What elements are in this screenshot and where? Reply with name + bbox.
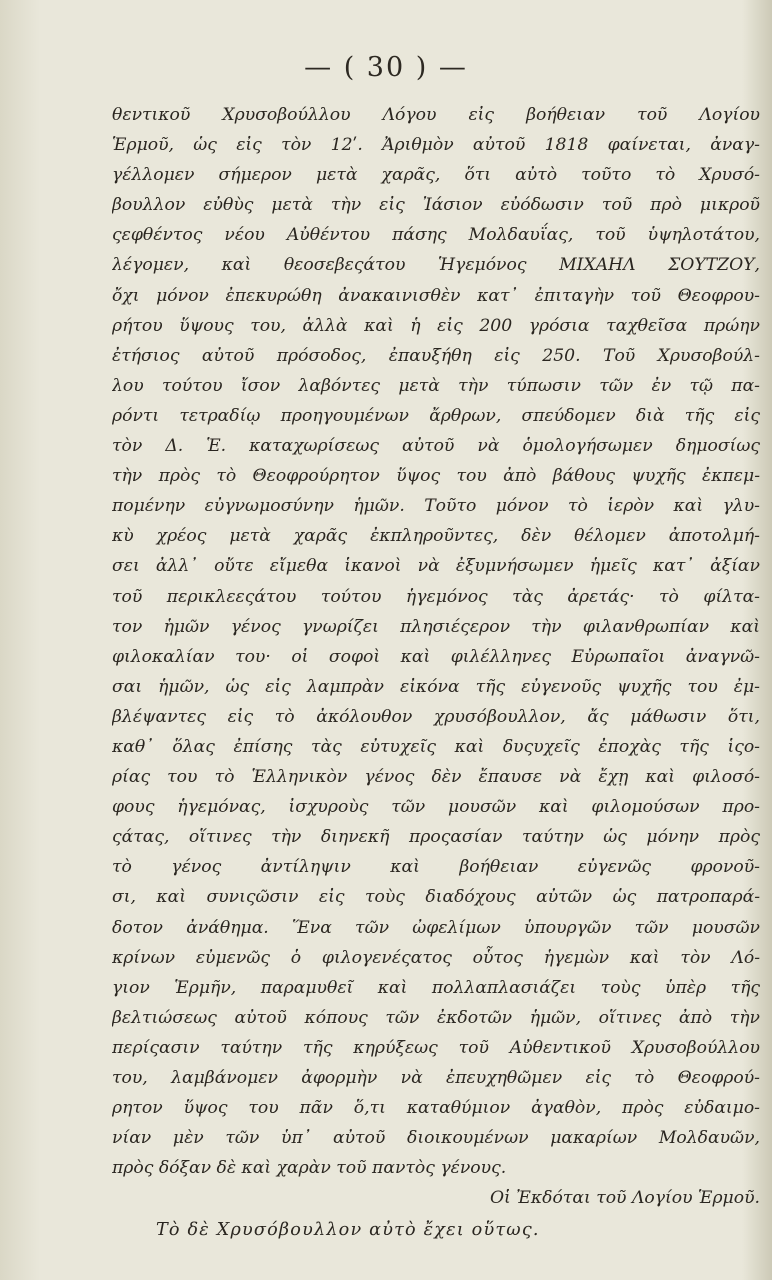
- text-line: ἐτήσιος αὐτοῦ πρόσοδος, ἐπαυξήθη εἰς 250. Τοῦ Χρυσοβούλ-: [112, 345, 760, 366]
- text-line: βουλλον εὐθὺς μετὰ τὴν εἰς Ἰάσιον εὐόδωσιν τοῦ πρὸ μικροῦ: [112, 195, 760, 216]
- text-line: περίςασιν ταύτην τῆς κηρύξεως τοῦ Αὐθεντικοῦ Χρυσοβούλλου: [112, 1037, 760, 1058]
- text-line: πρὸς δόξαν δὲ καὶ χαρὰν τοῦ παντὸς γένους.: [112, 1158, 507, 1179]
- page-number: — ( 30 ) —: [304, 52, 468, 83]
- text-line: δοτον ἀνάθημα. Ἕνα τῶν ὠφελίμων ὑπουργῶν τῶν μουσῶν: [112, 917, 760, 938]
- body-text: [112, 100, 760, 1247]
- text-line: λέγομεν, καὶ θεοσεβεςάτου Ἡγεμόνος ΜΙΧΑΗΛ ΣΟΥΤΖΟΥ,: [112, 255, 760, 276]
- text-line: κὺ χρέος μετὰ χαρᾶς ἐκπληροῦντες, δὲν θέλομεν ἀποτολμή-: [112, 526, 760, 547]
- text-line: τὸ γένος ἀντίληψιν καὶ βοήθειαν εὐγενῶς φρονοῦ-: [112, 857, 760, 878]
- text-line: του, λαμβάνομεν ἀφορμὴν νὰ ἐπευχηθῶμεν εἰς τὸ Θεοφρού-: [112, 1068, 760, 1088]
- text-line: ρήτου ὕψους του, ἀλλὰ καὶ ἡ εἰς 200 γρόσια ταχθεῖσα πρώην: [112, 315, 760, 336]
- text-line: ρίας του τὸ Ἑλληνικὸν γένος δὲν ἔπαυσε νὰ ἔχῃ καὶ φιλοσό-: [112, 767, 760, 788]
- text-line: ρητον ὕψος του πᾶν ὅ,τι καταθύμιον ἀγαθὸν, πρὸς εὐδαιμο-: [112, 1098, 760, 1119]
- text-line: ςεφθέντος νέου Αὐθέντου πάσης Μολδαυΐας, τοῦ ὑψηλοτάτου,: [112, 225, 760, 246]
- signature-line: Οἱ Ἐκδόται τοῦ Λογίου Ἑρμοῦ.: [489, 1188, 760, 1209]
- text-line: βλέψαντες εἰς τὸ ἀκόλουθον χρυσόβουλλον, ἄς μάθωσιν ὅτι,: [112, 706, 760, 727]
- text-line: γέλλομεν σήμερον μετὰ χαρᾶς, ὅτι αὐτὸ τοῦτο τὸ Χρυσό-: [112, 165, 760, 186]
- text-line: λου τούτου ἴσον λαβόντες μετὰ τὴν τύπωσιν τῶν ἐν τῷ πα-: [112, 375, 760, 396]
- text-line: βελτιώσεως αὐτοῦ κόπους τῶν ἐκδοτῶν ἡμῶν, οἵτινες ἀπὸ τὴν: [112, 1007, 760, 1028]
- text-line: φους ἡγεμόνας, ἰσχυροὺς τῶν μουσῶν καὶ φιλομούσων προ-: [112, 797, 760, 818]
- closing-line: Τὸ δὲ Χρυσόβουλλον αὐτὸ ἔχει οὕτως.: [156, 1220, 540, 1241]
- text-line: νίαν μὲν τῶν ὑπ᾽ αὐτοῦ διοικουμένων μακαρίων Μολδαυῶν,: [112, 1128, 760, 1149]
- text-line: θεντικοῦ Χρυσοβούλλου Λόγου εἰς βοήθειαν τοῦ Λογίου: [112, 105, 760, 125]
- text-line: σι, καὶ συνιςῶσιν εἰς τοὺς διαδόχους αὐτῶν ὡς πατροπαρά-: [112, 887, 760, 908]
- text-line: καθ᾽ ὅλας ἐπίσης τὰς εὐτυχεῖς καὶ δυςυχεῖς ἐποχὰς τῆς ἱςο-: [112, 736, 760, 757]
- text-line: πομένην εὐγνωμοσύνην ἡμῶν. Τοῦτο μόνον τὸ ἱερὸν καὶ γλυ-: [112, 496, 760, 517]
- text-line: γιον Ἑρμῆν, παραμυθεῖ καὶ πολλαπλασιάζει τοὺς ὑπὲρ τῆς: [112, 977, 760, 998]
- text-line: τὴν πρὸς τὸ Θεοφρούρητον ὕψος του ἀπὸ βάθους ψυχῆς ἐκπεμ-: [112, 466, 760, 487]
- text-line: φιλοκαλίαν του· οἱ σοφοὶ καὶ φιλέλληνες Εὐρωπαῖοι ἀναγνῶ-: [112, 646, 760, 667]
- text-line: τὸν Δ. Ἑ. καταχωρίσεως αὐτοῦ νὰ ὁμολογήσωμεν δημοσίως: [112, 436, 760, 457]
- text-line: ὄχι μόνον ἐπεκυρώθη ἀνακαινισθὲν κατ᾽ ἐπιταγὴν τοῦ Θεοφρου-: [112, 285, 760, 306]
- text-line: τον ἡμῶν γένος γνωρίζει πλησιέςερον τὴν φιλανθρωπίαν καὶ: [112, 616, 760, 637]
- text-line: σαι ἡμῶν, ὡς εἰς λαμπρὰν εἰκόνα τῆς εὐγενοῦς ψυχῆς του ἐμ-: [112, 676, 760, 697]
- text-line: Ἑρμοῦ, ὡς εἰς τὸν 12ʹ. Ἀριθμὸν αὐτοῦ 1818 φαίνεται, ἀναγ-: [112, 135, 760, 156]
- text-line: κρίνων εὐμενῶς ὁ φιλογενέςατος οὗτος ἡγεμὼν καὶ τὸν Λό-: [112, 947, 760, 968]
- text-line: τοῦ περικλεεςάτου τούτου ἡγεμόνος τὰς ἀρετάς· τὸ φίλτα-: [112, 586, 760, 607]
- text-line: ςάτας, οἵτινες τὴν διηνεκῆ προςασίαν ταύτην ὡς μόνην πρὸς: [112, 827, 760, 848]
- text-line: ρόντι τετραδίῳ προηγουμένων ἄρθρων, σπεύδομεν διὰ τῆς εἰς: [112, 405, 760, 426]
- text-line: σει ἀλλ᾽ οὔτε εἴμεθα ἱκανοὶ νὰ ἐξυμνήσωμεν ἡμεῖς κατ᾽ ἀξίαν: [112, 556, 760, 577]
